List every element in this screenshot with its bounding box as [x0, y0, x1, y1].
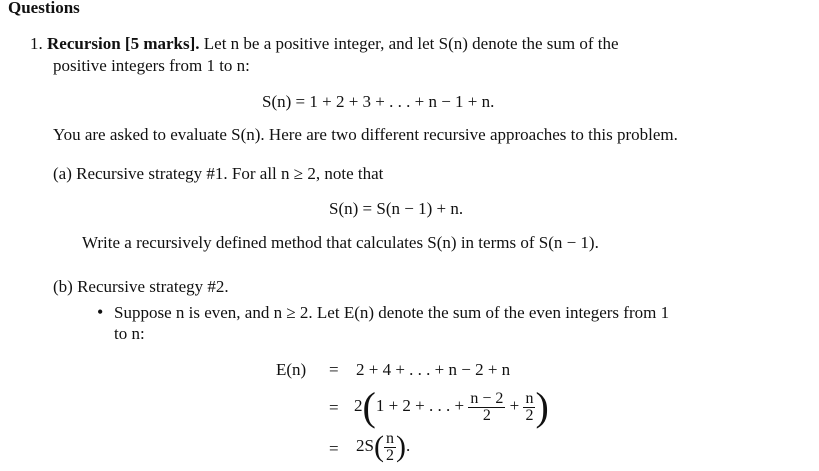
part-a-equation: S(n) = S(n − 1) + n.: [329, 199, 464, 218]
fraction-numerator: n: [385, 429, 394, 447]
eq-row2: [354, 382, 549, 430]
fraction-n-over-2: [523, 391, 535, 424]
fraction-denominator: 2: [482, 406, 491, 424]
part-a-label: (a): [53, 164, 72, 183]
part-a-heading: Recursive strategy #1. For all n ≥ 2, note that: [76, 164, 384, 183]
part-b-label: (b): [53, 277, 73, 296]
eq-row3-end: .: [405, 436, 411, 455]
part-b-heading-row: [53, 277, 229, 297]
eq-row1: 2 + 4 + . . . + n − 2 + n: [356, 360, 511, 379]
bullet-line1: Suppose n is even, and n ≥ 2. Let E(n) denote the sum of the even integers from 1: [114, 303, 670, 322]
part-b-heading: Recursive strategy #2.: [77, 277, 229, 296]
eq-row2-plus: +: [509, 396, 520, 415]
question-header: [30, 34, 619, 54]
task-sentence: You are asked to evaluate S(n). Here are two different recursive approaches to this problem.: [53, 125, 678, 144]
fraction-numerator: n: [525, 389, 534, 407]
section-heading: Questions: [8, 0, 80, 17]
bullet-line2: to n:: [114, 324, 145, 343]
fraction-denominator: 2: [385, 446, 394, 464]
question-intro-line2: positive integers from 1 to n:: [53, 56, 250, 75]
question-number: 1.: [30, 34, 43, 53]
eq-equals-3: =: [329, 439, 339, 458]
left-paren: (: [373, 430, 384, 464]
fraction-n-over-2: [384, 431, 396, 464]
part-a-instruction: Write a recursively defined method that calculates S(n) in terms of S(n − 1).: [82, 233, 599, 252]
eq-equals-2: =: [329, 398, 339, 417]
eq-row2-inner: 1 + 2 + . . . +: [375, 396, 465, 415]
right-paren-large: ): [535, 384, 549, 430]
eq-equals-1: =: [329, 360, 339, 379]
right-paren: ): [395, 430, 406, 464]
fraction-denominator: 2: [525, 406, 534, 424]
bullet-marker: •: [97, 302, 104, 322]
equation-sum: S(n) = 1 + 2 + 3 + . . . + n − 1 + n.: [262, 92, 495, 111]
eq-row2-prefix: 2: [354, 396, 363, 415]
question-intro-line1: Let n be a positive integer, and let S(n) denote the sum of the: [203, 34, 619, 53]
fraction-n-minus-2-over-2: [468, 391, 505, 424]
question-title: Recursion [5 marks].: [47, 34, 200, 53]
part-a-heading-row: [53, 164, 383, 184]
fraction-numerator: n − 2: [470, 389, 504, 407]
left-paren-large: (: [362, 384, 376, 430]
eq-row3: [356, 426, 410, 466]
eq-row3-prefix: 2S: [356, 436, 374, 455]
eq-lhs: E(n): [276, 360, 307, 379]
